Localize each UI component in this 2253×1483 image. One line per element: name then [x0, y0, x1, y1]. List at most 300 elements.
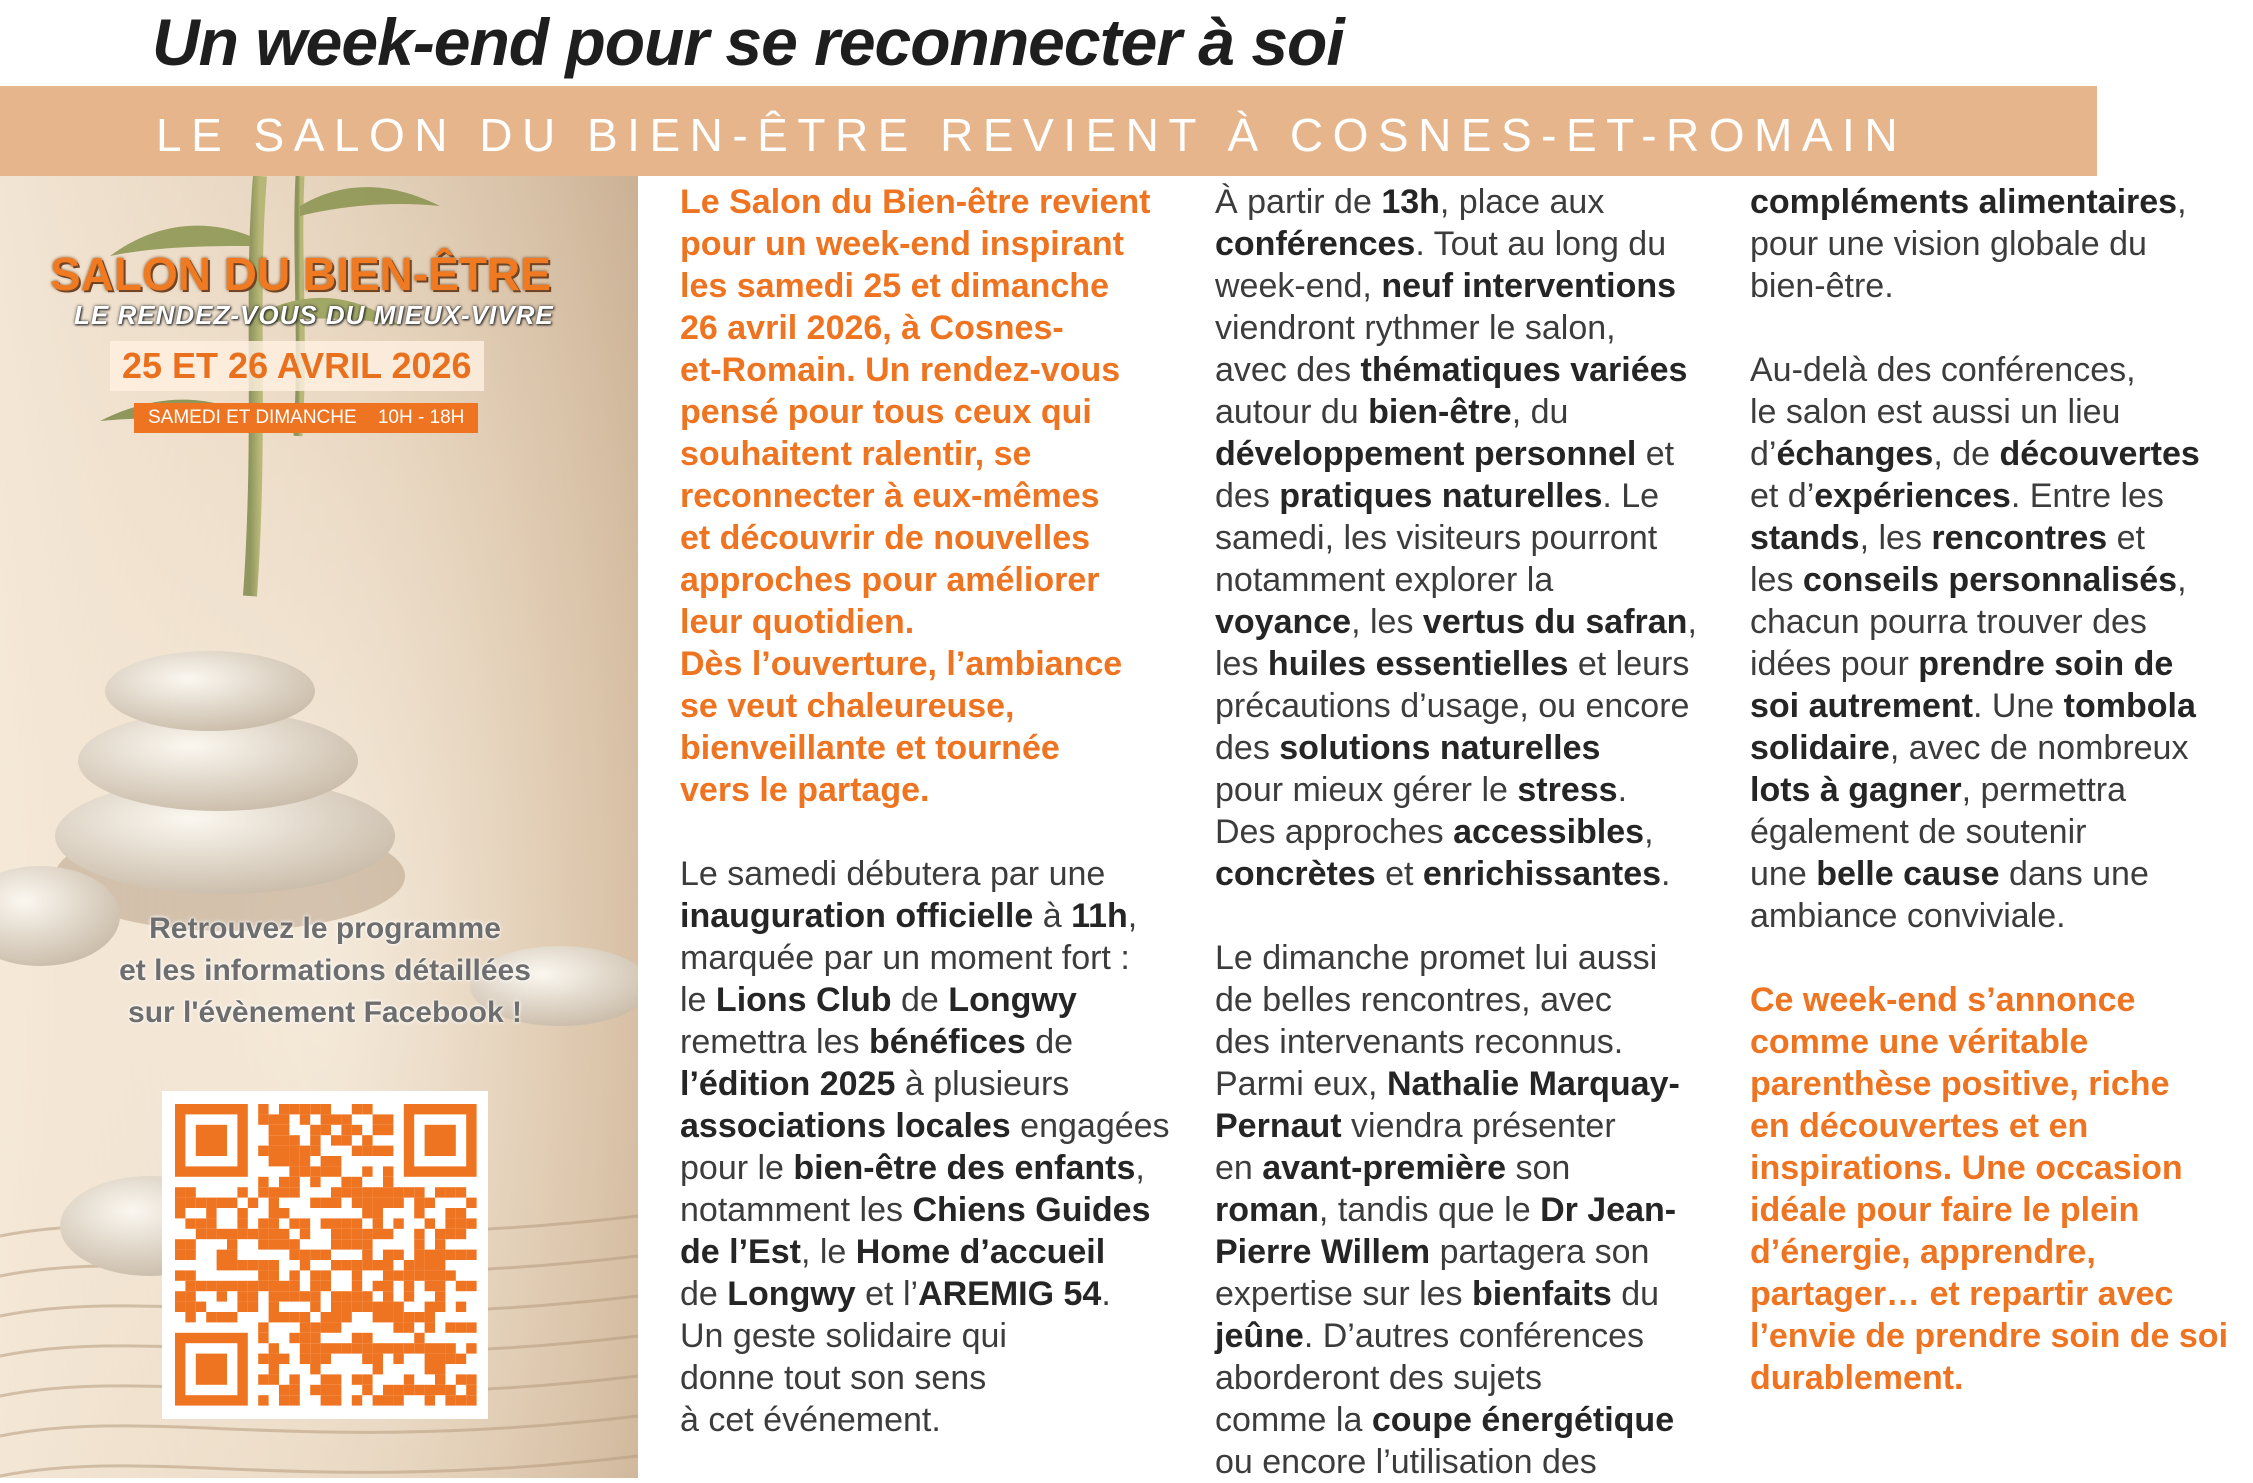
qr-module [269, 1239, 279, 1249]
text-line: Des approches accessibles, [1215, 813, 1654, 851]
qr-module [289, 1104, 299, 1114]
qr-module [414, 1208, 424, 1218]
qr-module [341, 1125, 351, 1135]
text-line: bienveillante et tournée [680, 729, 1060, 767]
qr-module [445, 1250, 455, 1260]
qr-module [227, 1239, 237, 1249]
text-line: À partir de 13h, place aux [1215, 183, 1605, 221]
qr-module [456, 1218, 466, 1228]
qr-module [310, 1333, 320, 1343]
qr-module [435, 1260, 445, 1270]
qr-module [321, 1125, 331, 1135]
text-line: solidaire, avec de nombreux [1750, 729, 2189, 767]
qr-module [341, 1239, 351, 1249]
qr-module [310, 1270, 320, 1280]
qr-module [456, 1187, 466, 1197]
text-line: ambiance conviviale. [1750, 897, 2066, 935]
text-line: des solutions naturelles [1215, 729, 1601, 767]
qr-module [331, 1156, 341, 1166]
lead-paragraph [680, 181, 1200, 811]
qr-module [435, 1187, 445, 1197]
qr-module [206, 1281, 216, 1291]
qr-module [237, 1229, 247, 1239]
qr-module [341, 1218, 351, 1228]
qr-module [321, 1354, 331, 1364]
paragraph-conferences [1215, 181, 1735, 895]
qr-module [352, 1239, 362, 1249]
info-line: Retrouvez le programme [149, 912, 501, 945]
qr-module [362, 1198, 372, 1208]
qr-module [289, 1156, 299, 1166]
qr-module [383, 1312, 393, 1322]
qr-module [279, 1229, 289, 1239]
text-line: Le Salon du Bien-être revient [680, 183, 1151, 221]
qr-module [362, 1239, 372, 1249]
text-line: pour mieux gérer le stress. [1215, 771, 1628, 809]
qr-module [185, 1302, 195, 1312]
qr-module [300, 1218, 310, 1228]
poster-dates: 25 ET 26 AVRIL 2026 [110, 341, 484, 391]
qr-module [383, 1166, 393, 1176]
qr-module [310, 1250, 320, 1260]
qr-module [206, 1198, 216, 1208]
qr-finder [425, 1125, 456, 1156]
qr-module [269, 1125, 279, 1135]
qr-module [269, 1364, 279, 1374]
qr-module [331, 1229, 341, 1239]
text-line: conférences. Tout au long du [1215, 225, 1667, 263]
info-line: sur l'évènement Facebook ! [128, 996, 522, 1029]
qr-module [321, 1114, 331, 1124]
qr-module [435, 1354, 445, 1364]
qr-module [352, 1104, 362, 1114]
qr-module [289, 1250, 299, 1260]
qr-module [227, 1281, 237, 1291]
qr-module [352, 1302, 362, 1312]
qr-module [258, 1354, 268, 1364]
qr-module [300, 1250, 310, 1260]
qr-module [425, 1270, 435, 1280]
qr-module [383, 1114, 393, 1124]
qr-module [456, 1208, 466, 1218]
qr-module [196, 1229, 206, 1239]
qr-module [362, 1260, 372, 1270]
text-line: des pratiques naturelles. Le [1215, 477, 1660, 515]
qr-module [289, 1218, 299, 1228]
qr-finder [196, 1125, 227, 1156]
qr-module [300, 1156, 310, 1166]
qr-module [373, 1187, 383, 1197]
text-line: les huiles essentielles et leurs [1215, 645, 1690, 683]
qr-module [331, 1385, 341, 1395]
qr-module [331, 1260, 341, 1270]
qr-module [237, 1291, 247, 1301]
qr-module [227, 1250, 237, 1260]
qr-module [217, 1229, 227, 1239]
qr-module [414, 1187, 424, 1197]
qr-module [393, 1385, 403, 1395]
text-line: et-Romain. Un rendez-vous [680, 351, 1121, 389]
qr-module [289, 1239, 299, 1249]
qr-module [279, 1104, 289, 1114]
text-line: et découvrir de nouvelles [680, 519, 1091, 557]
qr-module [383, 1302, 393, 1312]
qr-module [383, 1270, 393, 1280]
qr-module [321, 1166, 331, 1176]
qr-module [393, 1302, 403, 1312]
text-line: en découvertes et en [1750, 1107, 2089, 1145]
qr-module [185, 1250, 195, 1260]
text-line: bien-être. [1750, 267, 1894, 305]
qr-module [300, 1312, 310, 1322]
qr-module [456, 1250, 466, 1260]
qr-module [466, 1374, 476, 1384]
qr-module [269, 1354, 279, 1364]
text-line: marquée par un moment fort : [680, 939, 1130, 977]
qr-module [456, 1354, 466, 1364]
text-line: viendront rythmer le salon, [1215, 309, 1616, 347]
qr-module [373, 1260, 383, 1270]
qr-module [279, 1135, 289, 1145]
qr-module [279, 1156, 289, 1166]
text-line: d’échanges, de découvertes [1750, 435, 2200, 473]
qr-module [237, 1208, 247, 1218]
qr-code[interactable] [162, 1091, 488, 1419]
qr-module [185, 1198, 195, 1208]
text-line: idées pour prendre soin de [1750, 645, 2174, 683]
column-2 [1215, 181, 1735, 1483]
qr-module [248, 1302, 258, 1312]
text-line: et d’expériences. Entre les [1750, 477, 2164, 515]
text-line: autour du bien-être, du [1215, 393, 1569, 431]
qr-module [435, 1343, 445, 1353]
qr-module [217, 1260, 227, 1270]
qr-module [362, 1385, 372, 1395]
qr-module [435, 1270, 445, 1280]
qr-module [310, 1364, 320, 1374]
text-line: samedi, les visiteurs pourront [1215, 519, 1658, 557]
qr-module [393, 1187, 403, 1197]
qr-module [289, 1135, 299, 1145]
qr-module [321, 1322, 331, 1332]
text-line: souhaitent ralentir, se [680, 435, 1032, 473]
poster-schedule [134, 403, 478, 433]
event-poster [0, 176, 638, 1478]
text-line: compléments alimentaires, [1750, 183, 2187, 221]
qr-module [206, 1208, 216, 1218]
text-line: pour un week-end inspirant [680, 225, 1124, 263]
text-line: développement personnel et [1215, 435, 1675, 473]
qr-module [310, 1281, 320, 1291]
qr-module [362, 1302, 372, 1312]
qr-module [445, 1395, 455, 1405]
text-line: Le dimanche promet lui aussi [1215, 939, 1658, 977]
text-line: parenthèse positive, riche [1750, 1065, 2170, 1103]
qr-module [289, 1374, 299, 1384]
qr-module [258, 1104, 268, 1114]
text-line: 26 avril 2026, à Cosnes- [680, 309, 1064, 347]
qr-module [456, 1302, 466, 1312]
text-line: inspirations. Une occasion [1750, 1149, 2183, 1187]
qr-module [466, 1322, 476, 1332]
qr-module [362, 1229, 372, 1239]
qr-module [341, 1302, 351, 1312]
qr-module [321, 1198, 331, 1208]
qr-module [185, 1270, 195, 1280]
qr-module [373, 1354, 383, 1364]
qr-module [341, 1343, 351, 1353]
qr-module [362, 1374, 372, 1384]
qr-module [383, 1260, 393, 1270]
text-line: également de soutenir [1750, 813, 2087, 851]
qr-module [289, 1281, 299, 1291]
text-line: le salon est aussi un lieu [1750, 393, 2121, 431]
qr-module [258, 1187, 268, 1197]
qr-module [331, 1166, 341, 1176]
qr-module [352, 1146, 362, 1156]
text-line: lots à gagner, permettra [1750, 771, 2126, 809]
qr-module [456, 1229, 466, 1239]
qr-module [466, 1385, 476, 1395]
text-line: leur quotidien. [680, 603, 915, 641]
qr-module [248, 1198, 258, 1208]
qr-module [289, 1291, 299, 1301]
paragraph-inauguration [680, 853, 1200, 1441]
qr-module [352, 1187, 362, 1197]
text-line: approches pour améliorer [680, 561, 1100, 599]
qr-module [383, 1250, 393, 1260]
qr-module [404, 1374, 414, 1384]
qr-module [341, 1291, 351, 1301]
qr-module [373, 1146, 383, 1156]
qr-module [248, 1281, 258, 1291]
qr-module [404, 1322, 414, 1332]
qr-module [445, 1229, 455, 1239]
qr-module [321, 1156, 331, 1166]
qr-module [300, 1260, 310, 1270]
qr-module [279, 1395, 289, 1405]
text-line: une belle cause dans une [1750, 855, 2149, 893]
text-line: pensé pour tous ceux qui [680, 393, 1092, 431]
qr-module [196, 1302, 206, 1312]
qr-module [435, 1281, 445, 1291]
qr-module [175, 1291, 185, 1301]
text-line: soi autrement. Une tombola [1750, 687, 2196, 725]
qr-module [404, 1385, 414, 1395]
qr-module [331, 1187, 341, 1197]
text-line: de Longwy et l’AREMIG 54. [680, 1275, 1111, 1313]
qr-module [227, 1312, 237, 1322]
qr-module [331, 1343, 341, 1353]
qr-module [269, 1156, 279, 1166]
qr-module [425, 1312, 435, 1322]
qr-module [300, 1354, 310, 1364]
qr-module [310, 1322, 320, 1332]
text-line: jeûne. D’autres conférences [1215, 1317, 1644, 1355]
qr-module [393, 1354, 403, 1364]
qr-module [456, 1281, 466, 1291]
qr-module [393, 1343, 403, 1353]
info-line: et les informations détaillées [119, 954, 531, 987]
qr-module [383, 1291, 393, 1301]
text-line: des intervenants reconnus. [1215, 1023, 1624, 1061]
qr-module [321, 1250, 331, 1260]
qr-module [258, 1260, 268, 1270]
qr-module [341, 1312, 351, 1322]
qr-module [456, 1374, 466, 1384]
qr-module [435, 1291, 445, 1301]
qr-module [175, 1302, 185, 1312]
qr-module [310, 1125, 320, 1135]
qr-module [404, 1281, 414, 1291]
qr-module [362, 1354, 372, 1364]
qr-module [279, 1114, 289, 1124]
text-line: concrètes et enrichissantes. [1215, 855, 1671, 893]
qr-module [217, 1312, 227, 1322]
qr-module [321, 1385, 331, 1395]
qr-module [269, 1229, 279, 1239]
qr-module [445, 1354, 455, 1364]
qr-module [289, 1385, 299, 1395]
qr-module [269, 1198, 279, 1208]
qr-module [237, 1218, 247, 1228]
qr-module [362, 1187, 372, 1197]
qr-module [258, 1229, 268, 1239]
text-line: Au-delà des conférences, [1750, 351, 2136, 389]
qr-module [373, 1229, 383, 1239]
text-line: pour le bien-être des enfants, [680, 1149, 1145, 1187]
qr-module [404, 1270, 414, 1280]
text-line: comme une véritable [1750, 1023, 2089, 1061]
qr-module [414, 1343, 424, 1353]
qr-module [217, 1291, 227, 1301]
qr-module [279, 1385, 289, 1395]
qr-module [383, 1177, 393, 1187]
qr-module [425, 1343, 435, 1353]
paragraph-sunday [1215, 937, 1735, 1483]
column-3 [1750, 181, 2250, 1399]
qr-module [279, 1146, 289, 1156]
qr-module [217, 1250, 227, 1260]
qr-module [425, 1281, 435, 1291]
text-line: ou encore l’utilisation des [1215, 1443, 1597, 1481]
text-line: remettra les bénéfices de [680, 1023, 1074, 1061]
qr-module [206, 1229, 216, 1239]
qr-module [269, 1135, 279, 1145]
qr-module [352, 1260, 362, 1270]
qr-module [383, 1395, 393, 1405]
column-1 [680, 181, 1200, 1441]
qr-module [300, 1343, 310, 1353]
qr-module [383, 1187, 393, 1197]
qr-module [383, 1198, 393, 1208]
qr-module [279, 1177, 289, 1187]
qr-module [352, 1229, 362, 1239]
qr-module [466, 1250, 476, 1260]
qr-module [425, 1260, 435, 1270]
text-line: chacun pourra trouver des [1750, 603, 2147, 641]
qr-module [300, 1104, 310, 1114]
qr-module [185, 1187, 195, 1197]
qr-module [393, 1312, 403, 1322]
qr-module [258, 1270, 268, 1280]
qr-module [206, 1312, 216, 1322]
qr-module [352, 1198, 362, 1208]
qr-module [310, 1302, 320, 1312]
qr-module [269, 1302, 279, 1312]
qr-module [269, 1187, 279, 1197]
qr-module [289, 1333, 299, 1343]
qr-module [269, 1374, 279, 1384]
qr-module [279, 1208, 289, 1218]
qr-module [466, 1281, 476, 1291]
qr-module [352, 1343, 362, 1353]
qr-module [237, 1302, 247, 1312]
qr-module [175, 1239, 185, 1249]
qr-module [341, 1260, 351, 1270]
qr-module [269, 1281, 279, 1291]
qr-module [393, 1198, 403, 1208]
qr-module [383, 1125, 393, 1135]
qr-module [196, 1198, 206, 1208]
qr-module [258, 1395, 268, 1405]
text-line: Le samedi débutera par une [680, 855, 1106, 893]
qr-module [445, 1187, 455, 1197]
qr-module [393, 1322, 403, 1332]
qr-module [258, 1281, 268, 1291]
qr-module [258, 1322, 268, 1332]
qr-module [362, 1208, 372, 1218]
text-line: reconnecter à eux-mêmes [680, 477, 1100, 515]
qr-module [466, 1218, 476, 1228]
qr-module [185, 1218, 195, 1228]
qr-module [269, 1114, 279, 1124]
qr-module [331, 1135, 341, 1145]
text-line: notamment explorer la [1215, 561, 1554, 599]
qr-module [289, 1146, 299, 1156]
qr-module [310, 1166, 320, 1176]
text-line: Parmi eux, Nathalie Marquay- [1215, 1065, 1680, 1103]
text-line: précautions d’usage, ou encore [1215, 687, 1690, 725]
qr-module [289, 1166, 299, 1176]
text-line: durablement. [1750, 1359, 1964, 1397]
qr-module [466, 1343, 476, 1353]
qr-module [383, 1343, 393, 1353]
qr-module [206, 1218, 216, 1228]
qr-module [404, 1187, 414, 1197]
qr-module [331, 1395, 341, 1405]
text-line: associations locales engagées [680, 1107, 1170, 1145]
qr-module [414, 1250, 424, 1260]
qr-module [300, 1114, 310, 1124]
qr-module [331, 1322, 341, 1332]
qr-module [362, 1343, 372, 1353]
qr-module [373, 1125, 383, 1135]
qr-module [289, 1187, 299, 1197]
paragraph-exchanges [1750, 349, 2250, 937]
qr-module [414, 1239, 424, 1249]
qr-module [393, 1218, 403, 1228]
qr-module [383, 1385, 393, 1395]
qr-module [175, 1208, 185, 1218]
qr-module [279, 1187, 289, 1197]
text-line: Un geste solidaire qui [680, 1317, 1007, 1355]
qr-finder [196, 1354, 227, 1385]
qr-module [269, 1270, 279, 1280]
qr-module [300, 1322, 310, 1332]
qr-module [227, 1260, 237, 1270]
qr-module [321, 1281, 331, 1291]
